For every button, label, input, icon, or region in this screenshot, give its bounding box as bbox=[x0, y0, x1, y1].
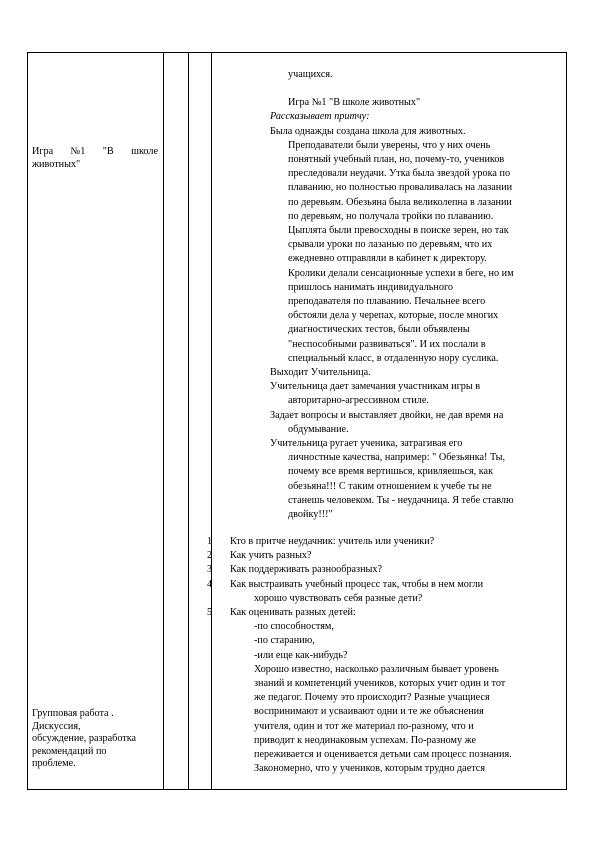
group-work-line: Дискуссия, bbox=[32, 720, 81, 732]
game-label-word: Игра bbox=[32, 146, 54, 157]
story-line: специальный класс, в отдаленную нору суслика. bbox=[288, 352, 499, 364]
story-first-line: Была однажды создана школа для животных. bbox=[270, 125, 466, 137]
question-number: 5 bbox=[207, 607, 213, 619]
story-line: ежедневно отправляли в кабинет к директору. bbox=[288, 253, 487, 265]
question-text: Как выстраивать учебный процесс так, чтобы в нем могли bbox=[230, 578, 484, 590]
remark-line: авторитарно-агрессивном стиле. bbox=[288, 395, 429, 407]
closing-line: знаний и компетенций учеников, которых учит один и тот bbox=[254, 678, 506, 690]
story-block bbox=[270, 68, 580, 522]
story-line: по деревьям. Обезьяна была великолепна в лазании bbox=[288, 196, 512, 208]
game-title: Игра №1 "В школе животных" bbox=[288, 97, 421, 109]
game-label-line: животных" bbox=[32, 158, 81, 170]
closing-line: же педагог. Почему это происходит? Разные учащиеся bbox=[254, 692, 490, 704]
question-text: Как учить разных? bbox=[230, 550, 312, 562]
story-line: преподавателя по плаванию. Печальнее всего bbox=[288, 296, 486, 308]
story-line: диагностических тестов, были объявлены bbox=[288, 324, 470, 336]
group-work-line: проблеме. bbox=[32, 758, 76, 770]
question-text: Кто в притче неудачник: учитель или ученики? bbox=[230, 536, 435, 547]
question-number: 3 bbox=[207, 564, 213, 576]
scold-line: почему все время вертишься, кривляешься, как bbox=[288, 466, 494, 478]
question-option: -по старанию, bbox=[254, 635, 315, 647]
scold-line: обезьяна!!! С таким отношением к учебе ты не bbox=[288, 480, 492, 492]
closing-line: воспринимают и усваивают одни и те же объяснения bbox=[254, 706, 484, 718]
question-option: -по способностям, bbox=[254, 621, 334, 633]
group-work-line: обсуждение, разработка bbox=[32, 733, 137, 745]
story-subtitle: Рассказывает притчу: bbox=[270, 111, 370, 123]
column-divider bbox=[188, 53, 189, 789]
question-line: обдумывание. bbox=[288, 423, 349, 435]
story-line: плаванию, но полностью проваливалась на лазании bbox=[288, 182, 513, 194]
closing-line: Закономерно, что у учеников, которым трудно дается bbox=[254, 763, 486, 775]
question-number: 4 bbox=[207, 578, 213, 590]
question-text: Как оценивать разных детей: bbox=[230, 607, 356, 619]
question-item bbox=[207, 549, 537, 563]
game-label-cell bbox=[32, 146, 158, 171]
question-number: 1 bbox=[207, 536, 213, 547]
scold-line: двойку!!!" bbox=[288, 509, 333, 521]
group-work-line: Групповая работа . bbox=[32, 708, 114, 719]
closing-line: приводит к неодинаковым успехам. По-разному же bbox=[254, 734, 477, 746]
remark-line: Учительница дает замечания участникам игры в bbox=[270, 381, 481, 393]
question-item bbox=[207, 606, 537, 620]
question-option: -или еще как-нибудь? bbox=[254, 649, 348, 661]
story-line: обстояли дела у черепах, которые, после многих bbox=[288, 310, 499, 322]
top-line: учащихся. bbox=[288, 69, 333, 80]
question-number: 2 bbox=[207, 550, 213, 562]
closing-line: учителя, один и тот же материал по-разному, что и bbox=[254, 720, 474, 732]
game-label-word: школе bbox=[131, 146, 158, 157]
questions-block bbox=[207, 535, 537, 776]
question-item bbox=[207, 578, 537, 592]
scold-line: личностные качества, например: " Обезьянка! Ты, bbox=[288, 452, 506, 464]
game-label-word: №1 bbox=[70, 146, 86, 157]
story-line: Кролики делали сенсационные успехи в беге, но им bbox=[288, 267, 514, 279]
game-label-word: "В bbox=[102, 146, 114, 157]
story-line: преследовали неудачи. Утка была звездой урока по bbox=[288, 168, 511, 180]
column-divider bbox=[163, 53, 164, 789]
story-line: по деревьям, но получала тройки по плаванию. bbox=[288, 210, 494, 222]
closing-line: Хорошо известно, насколько различным бывает уровень bbox=[254, 663, 499, 675]
scold-line: станешь человеком. Ты - неудачница. Я тебе ставлю bbox=[288, 494, 514, 506]
story-line: Преподаватели были уверены, что у них очень bbox=[288, 139, 491, 151]
question-line: Задает вопросы и выставляет двойки, не дав время на bbox=[270, 409, 504, 421]
story-line: "неспособными развиваться". И их послали в bbox=[288, 338, 486, 350]
closing-line: переживается и оценивается детьми сам процесс познания. bbox=[254, 749, 512, 761]
story-line: пришлось нанимать индивидуального bbox=[288, 281, 453, 293]
group-work-cell bbox=[32, 708, 158, 771]
story-line: Цыплята были превосходны в поиске зерен, но так bbox=[288, 225, 509, 237]
question-item bbox=[207, 535, 537, 549]
group-work-line: рекомендаций по bbox=[32, 745, 107, 757]
story-line: срывали уроки по лазанью по деревьям, что их bbox=[288, 239, 493, 251]
question-text: Как поддерживать разнообразных? bbox=[230, 564, 382, 576]
story-line: понятный учебный план, но, почему-то, учеников bbox=[288, 154, 505, 166]
scold-line: Учительница ругает ученика, затрагивая его bbox=[270, 438, 463, 450]
question-continuation: хорошо чувствовать себя разные дети? bbox=[254, 592, 423, 604]
question-item bbox=[207, 563, 537, 577]
teacher-enter: Выходит Учительница. bbox=[270, 367, 371, 379]
